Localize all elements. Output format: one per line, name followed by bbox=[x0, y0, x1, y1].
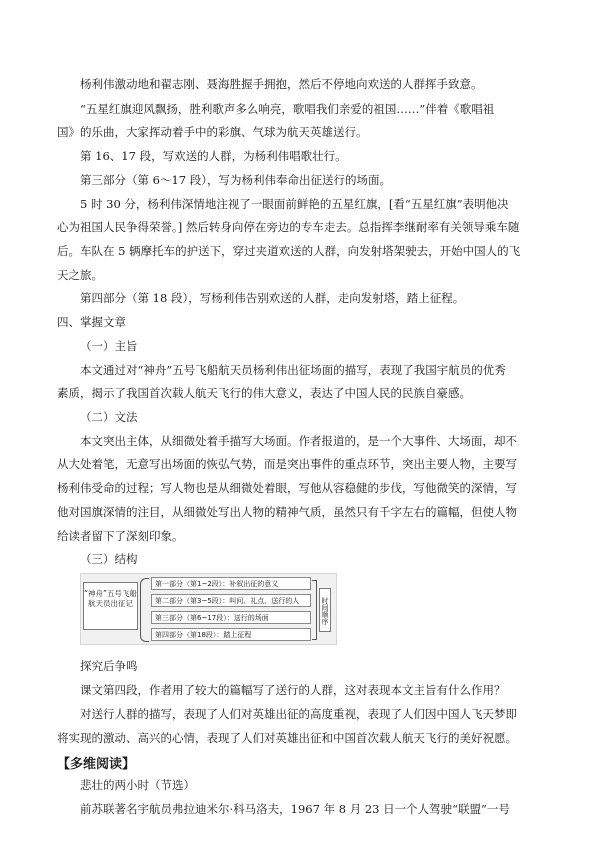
paragraph-3-line-1: 第 16、17 段，写欢送的人群，为杨利伟唱歌壮行。 bbox=[80, 149, 347, 163]
paragraph-technique-line-4: 他对国旗深情的注目，从细微处写出人物的精神气质，虽然只有千字左右的篇幅，但使人物 bbox=[57, 505, 517, 519]
reading-title: 悲壮的两小时（节选） bbox=[80, 778, 195, 792]
explore-title: 探究后争鸣 bbox=[80, 659, 138, 673]
diagram-bracket bbox=[312, 580, 317, 640]
section-title-4: 四、掌握文章 bbox=[57, 315, 126, 329]
diagram-item-4: 第四部分（第18段）：踏上征程 bbox=[151, 628, 311, 641]
diagram-item-1: 第一部分（第1~2段）：补叙出征的意义 bbox=[151, 577, 311, 590]
paragraph-technique-line-3: 杨利伟受命的过程；写人物也是从细微处着眼，写他从容稳健的步伐，写他微笑的深情，写 bbox=[57, 481, 517, 495]
explore-question: 课文第四段，作者用了较大的篇幅写了送行的人群，这对表现本文主旨有什么作用？ bbox=[80, 683, 506, 697]
reading-line-1: 前苏联著名宇航员弗拉迪米尔·科马洛夫，1967 年 8 月 23 日一个人驾驶“联盟”一号 bbox=[80, 802, 510, 816]
paragraph-5-line-2: 心为祖国人民争得荣誉。] 然后转身向停在旁边的专车走去。总指挥李继耐率有关领导乘车随 bbox=[57, 220, 520, 234]
paragraph-1-line-1: 杨利伟激动地和翟志刚、聂海胜握手拥抱，然后不停地向欢送的人群挥手致意。 bbox=[80, 77, 483, 91]
paragraph-6-line-1: 第四部分（第 18 段），写杨利伟告别欢送的人群，走向发射塔，踏上征程。 bbox=[80, 291, 465, 305]
subsection-structure: （三）结构 bbox=[80, 552, 138, 566]
structure-diagram bbox=[80, 573, 337, 645]
paragraph-technique-line-1: 本文突出主体，从细微处着手描写大场面。作者报道的，是一个大事件、大场面，却不 bbox=[80, 434, 517, 448]
diagram-brace bbox=[140, 578, 149, 642]
paragraph-2-line-2: 国》的乐曲，大家挥动着手中的彩旗、气球为航天英雄送行。 bbox=[57, 125, 368, 139]
section-heading-reading: 【多维阅读】 bbox=[57, 757, 136, 772]
diagram-side-label: 时间顺序 bbox=[319, 588, 331, 632]
paragraph-theme-line-2: 素质，揭示了我国首次载人航天飞行的伟大意义，表达了中国人民的民族自豪感。 bbox=[57, 386, 471, 400]
explore-answer-line-2: 将实现的激动、高兴的心情，表现了人们对英雄出征和中国首次载人航天飞行的美好祝愿。 bbox=[57, 731, 517, 745]
paragraph-5-line-3: 后。车队在 5 辆摩托车的护送下，穿过夹道欢送的人群，向发射塔架驶去，开始中国人的飞 bbox=[57, 244, 521, 258]
diagram-item-3: 第三部分（第6~17段）：送行的场面 bbox=[151, 611, 311, 624]
paragraph-4-line-1: 第三部分（第 6～17 段），写为杨利伟奉命出征送行的场面。 bbox=[80, 173, 392, 187]
paragraph-technique-line-5: 给读者留下了深刻印象。 bbox=[57, 529, 184, 543]
diagram-title-box: “神舟”五号飞船航天员出征记 bbox=[83, 582, 138, 630]
paragraph-5-line-1: 5 时 30 分，杨利伟深情地注视了一眼面前鲜艳的五星红旗，[看“五星红旗”表明他决 bbox=[80, 197, 509, 211]
paragraph-5-line-4: 天之旅。 bbox=[57, 268, 103, 282]
subsection-theme: （一）主旨 bbox=[80, 339, 138, 353]
paragraph-2-line-1: “五星红旗迎风飘扬，胜利歌声多么响亮，歌唱我们亲爱的祖国……”伴着《歌唱祖 bbox=[80, 102, 495, 116]
subsection-technique: （二）文法 bbox=[80, 410, 138, 424]
diagram-item-2: 第二部分（第3~5段）：叫问、礼点、送行的人 bbox=[151, 594, 311, 607]
paragraph-technique-line-2: 从大处着笔，无意写出场面的恢弘气势，而是突出事件的重点环节，突出主要人物，主要写 bbox=[57, 457, 517, 471]
explore-answer-line-1: 对送行人群的描写，表现了人们对英雄出征的高度重视，表现了人们因中国人飞天梦即 bbox=[80, 707, 517, 721]
paragraph-theme-line-1: 本文通过对“神舟”五号飞船航天员杨利伟出征场面的描写，表现了我国宇航员的优秀 bbox=[80, 363, 506, 377]
